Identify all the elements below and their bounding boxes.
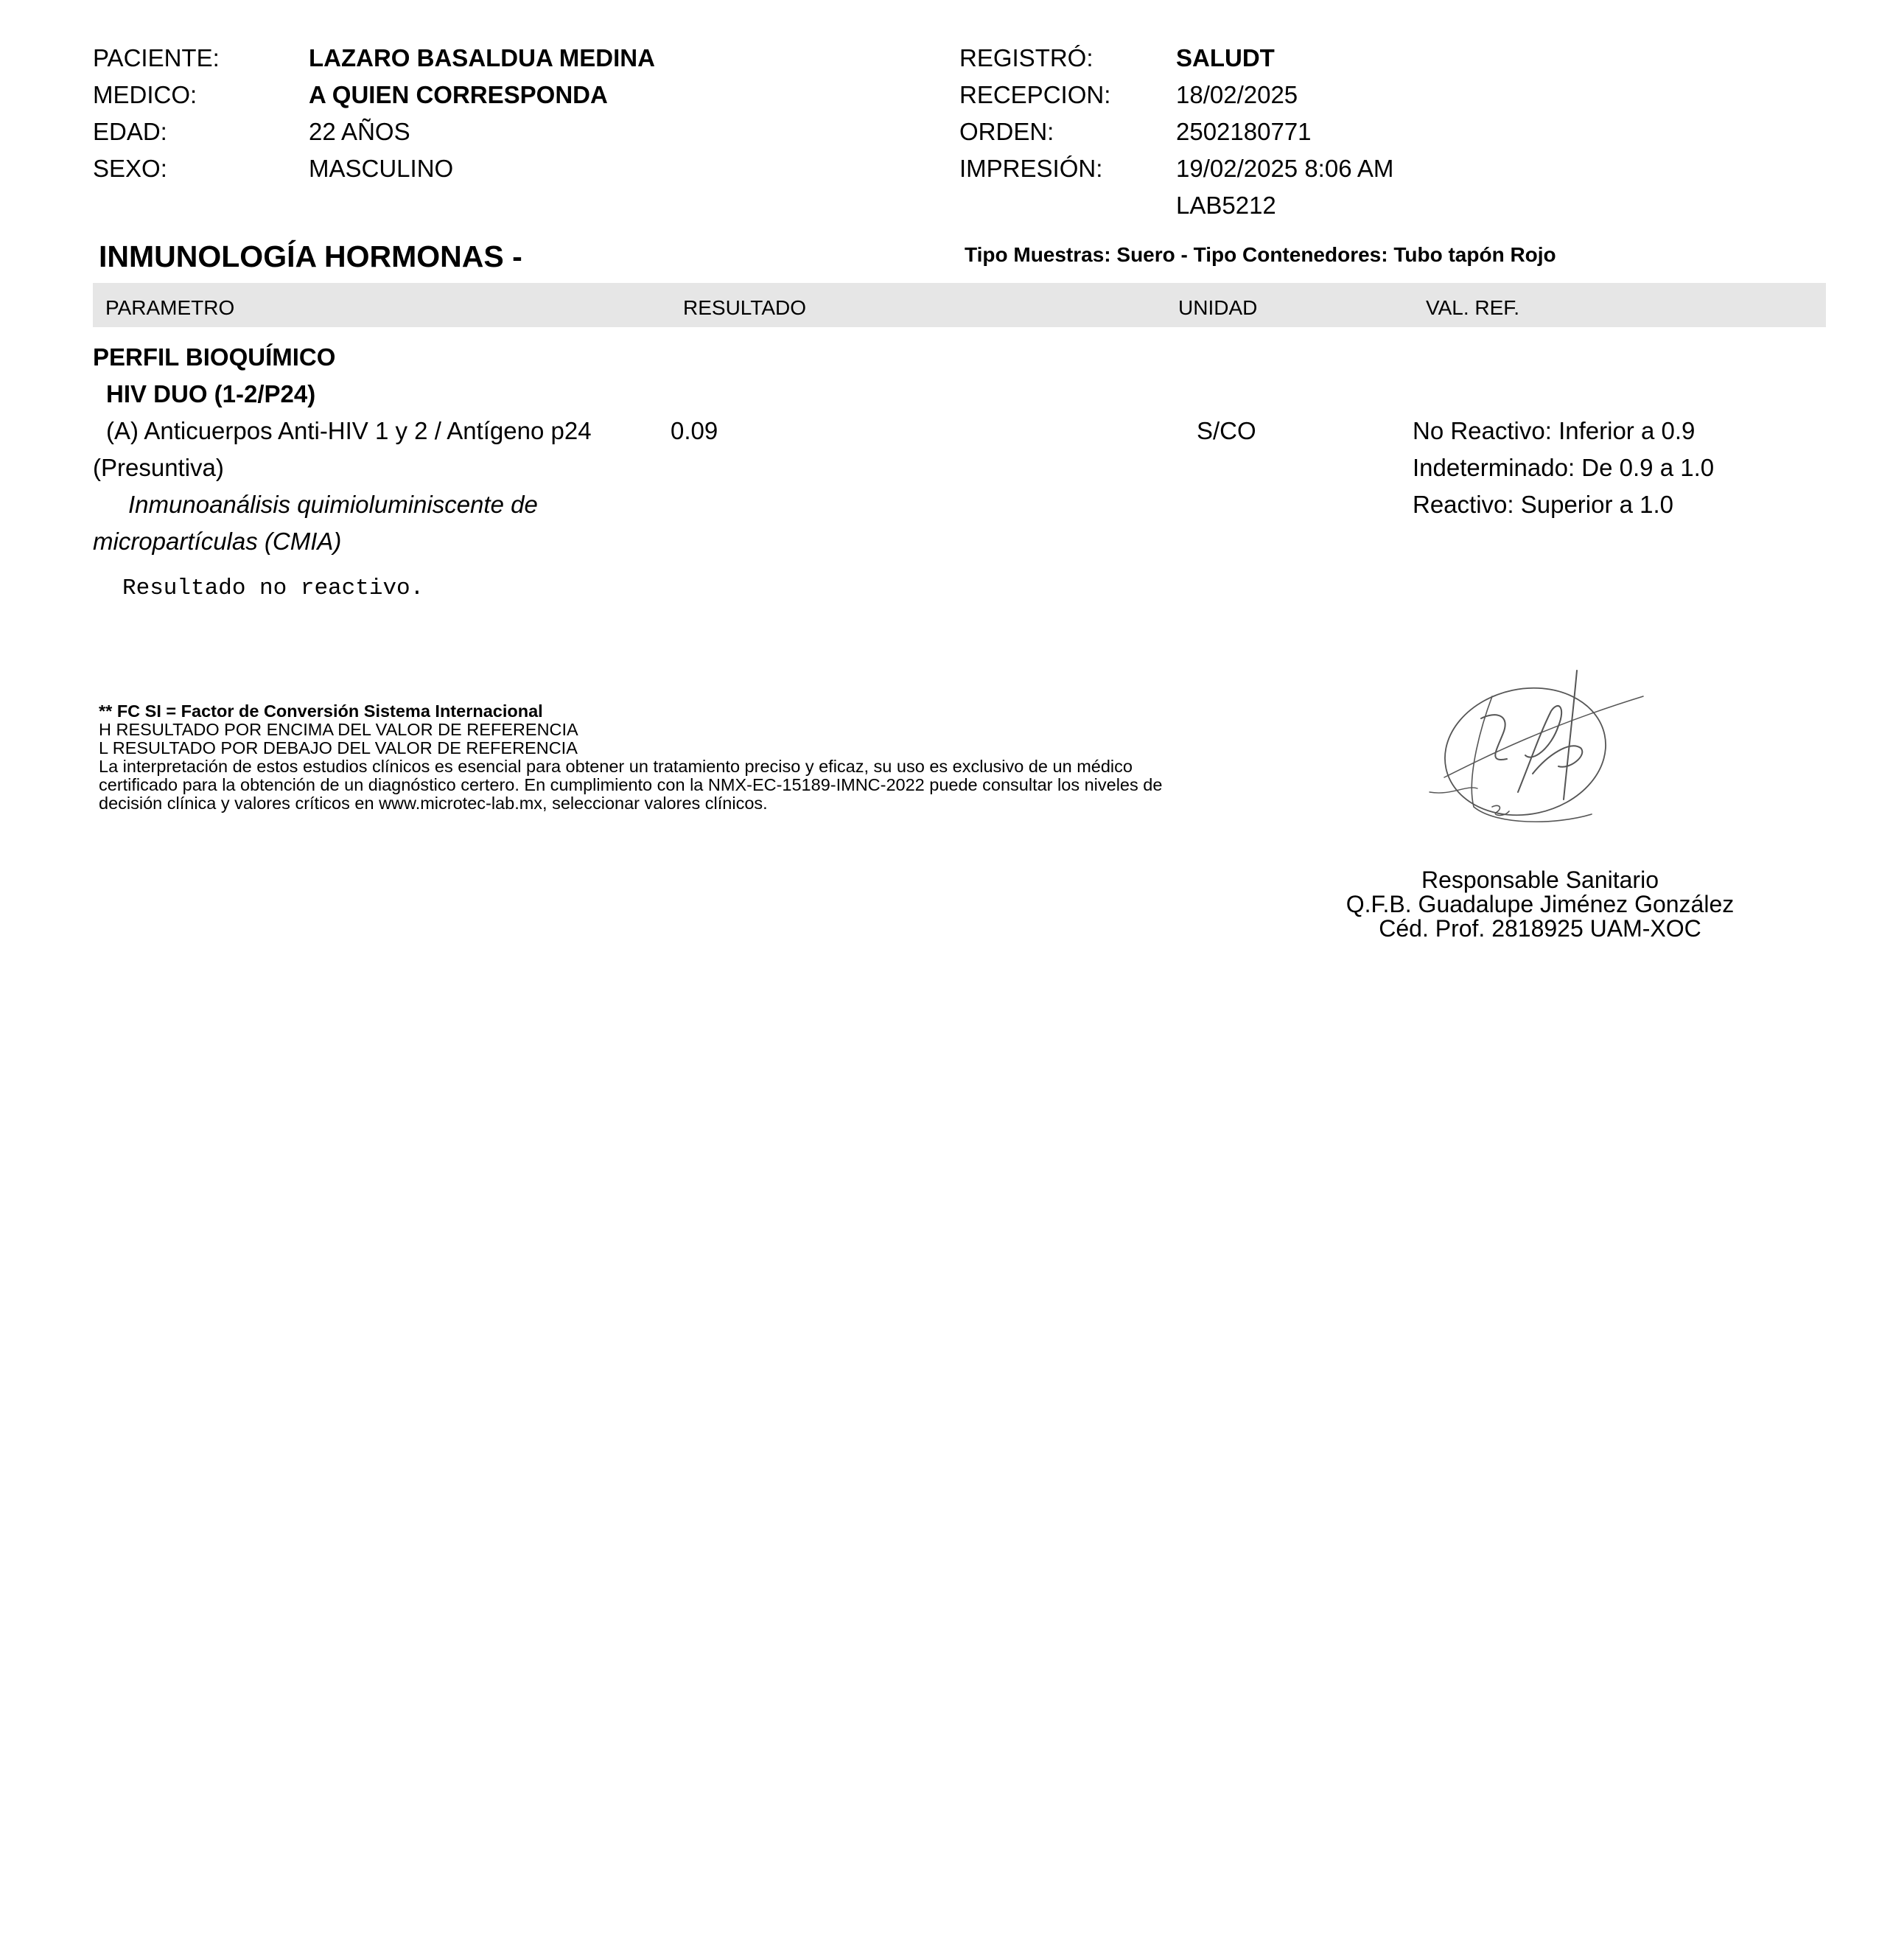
print-datetime: 19/02/2025 8:06 AM (1176, 155, 1394, 182)
lab-code: LAB5212 (1176, 192, 1276, 219)
order-number: 2502180771 (1176, 118, 1312, 145)
signature-name: Q.F.B. Guadalupe Jiménez González (1346, 891, 1735, 917)
signature-role: Responsable Sanitario (1421, 867, 1659, 893)
section-title: INMUNOLOGÍA HORMONAS - (99, 239, 522, 273)
signature-block (1253, 868, 1827, 941)
footnote-low: L RESULTADO POR DEBAJO DEL VALOR DE REFERENCIA (99, 738, 578, 757)
reference-non-reactive: No Reactivo: Inferior a 0.9 (1413, 417, 1696, 444)
footnote-high: H RESULTADO POR ENCIMA DEL VALOR DE REFERENCIA (99, 720, 578, 739)
column-parametro: PARAMETRO (105, 296, 235, 319)
signature-image (1422, 667, 1658, 844)
parameter-name-cont: (Presuntiva) (93, 454, 224, 481)
reference-indeterminate: Indeterminado: De 0.9 a 1.0 (1413, 454, 1715, 481)
order-label: ORDEN: (959, 118, 1054, 145)
test-title: HIV DUO (1-2/P24) (106, 380, 316, 407)
result-comment: Resultado no reactivo. (122, 575, 424, 601)
print-label: IMPRESIÓN: (959, 155, 1103, 182)
doctor-label: MEDICO: (93, 81, 197, 108)
patient-label: PACIENTE: (93, 44, 220, 71)
footnotes (99, 702, 1162, 813)
footnote-disclaimer-1: La interpretación de estos estudios clínicos es esencial para obtener un tratamiento preciso y eficaz, su uso es exclusivo de un médico (99, 757, 1133, 776)
footnote-fc-si: ** FC SI = Factor de Conversión Sistema Internacional (99, 701, 543, 721)
result-value: 0.09 (671, 417, 718, 444)
registered-by-value: SALUDT (1176, 44, 1275, 71)
age-label: EDAD: (93, 118, 167, 145)
result-unit: S/CO (1197, 417, 1256, 444)
reception-date: 18/02/2025 (1176, 81, 1298, 108)
method-line-1: Inmunoanálisis quimioluminiscente de (128, 491, 538, 518)
column-unidad: UNIDAD (1178, 296, 1258, 319)
column-header-bar (93, 283, 1826, 327)
age-value: 22 AÑOS (309, 118, 410, 145)
footnote-disclaimer-2: certificado para la obtención de un diagnóstico certero. En cumplimiento con la NMX-EC-15189-IMNC-2022 puede consultar los niveles de (99, 775, 1163, 794)
doctor-value: A QUIEN CORRESPONDA (309, 81, 608, 108)
signature-license: Céd. Prof. 2818925 UAM-XOC (1379, 915, 1701, 942)
registered-by-label: REGISTRÓ: (959, 44, 1094, 71)
group-title: PERFIL BIOQUÍMICO (93, 343, 336, 371)
reception-label: RECEPCION: (959, 81, 1111, 108)
sample-info: Tipo Muestras: Suero - Tipo Contenedores: Tubo tapón Rojo (965, 243, 1556, 266)
patient-name: LAZARO BASALDUA MEDINA (309, 44, 655, 71)
reference-reactive: Reactivo: Superior a 1.0 (1413, 491, 1674, 518)
sex-label: SEXO: (93, 155, 167, 182)
column-val-ref: VAL. REF. (1426, 296, 1520, 319)
sex-value: MASCULINO (309, 155, 454, 182)
footnote-disclaimer-3: decisión clínica y valores críticos en www.microtec-lab.mx, seleccionar valores clínicos. (99, 794, 768, 813)
column-resultado: RESULTADO (683, 296, 806, 319)
method-line-2: micropartículas (CMIA) (93, 528, 342, 555)
parameter-name: (A) Anticuerpos Anti-HIV 1 y 2 / Antígeno p24 (106, 417, 592, 444)
